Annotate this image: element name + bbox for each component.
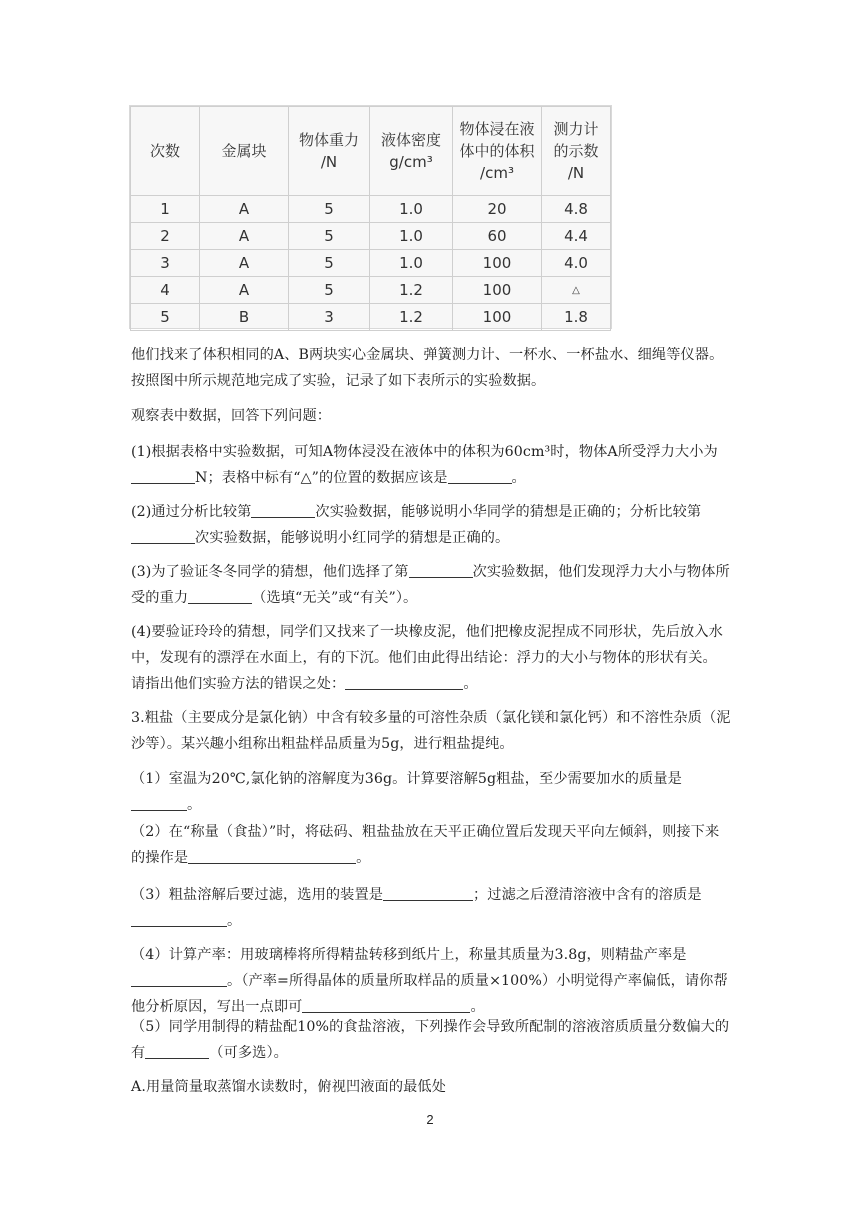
table-cell: 1.0 — [370, 196, 453, 223]
table-cell: 5 — [289, 277, 370, 304]
answer-blank[interactable] — [188, 847, 356, 864]
subquestion-5: （5）同学用制得的精盐配10%的食盐溶液，下列操作会导致所配制的溶液溶质质量分数偏大的有 （可多选）。 — [131, 1019, 730, 1061]
table-row — [131, 304, 611, 331]
table-cell: 5 — [289, 223, 370, 250]
header-cell: 物体浸在液 体中的体积 /cm³ — [453, 107, 542, 196]
table-cell: A — [200, 277, 289, 304]
table-cell: 1.0 — [370, 223, 453, 250]
header-cell: 测力计 的示数 /N — [542, 107, 611, 196]
table-row — [131, 277, 611, 304]
option-a: A.用量筒量取蒸馏水读数时，俯视凹液面的最低处 — [131, 1079, 446, 1095]
triangle-placeholder-cell: △ — [542, 277, 611, 304]
paragraph-materials: 他们找来了体积相同的A、B两块实心金属块、弹簧测力计、一杯水、一杯盐水、细绳等仪器。按照图中所示规范地完成了实验，记录了如下表所示的实验数据。 — [131, 347, 724, 389]
table-cell: 1.2 — [370, 277, 453, 304]
answer-blank[interactable] — [131, 970, 227, 987]
question-3: (3)为了验证冬冬同学的猜想，他们选择了第 次实验数据，他们发现浮力大小与物体所受的重力 （选填“无关”或“有关”）。 — [131, 559, 731, 611]
answer-blank[interactable] — [251, 501, 315, 518]
table-cell: 4.4 — [542, 223, 611, 250]
table-cell: 1 — [131, 196, 200, 223]
table-cell: A — [200, 223, 289, 250]
subquestion-4: （4）计算产率：用玻璃棒将所得精盐转移到纸片上，称量其质量为3.8g，则精盐产率是。（产率=所得晶体的质量所取样品的质量×100%）小明觉得产率偏低，请你帮他分析原因，写出一点即可 。 — [131, 947, 728, 1015]
table-cell: 5 — [289, 196, 370, 223]
answer-blank[interactable] — [131, 794, 187, 811]
table-cell: 100 — [453, 277, 542, 304]
answer-blank[interactable] — [131, 527, 195, 544]
table-cell: A — [200, 250, 289, 277]
table-cell: 5 — [131, 304, 200, 331]
table-cell: 20 — [453, 196, 542, 223]
table-row — [131, 196, 611, 223]
answer-blank[interactable] — [383, 884, 473, 901]
subquestion-1: （1）室温为20℃,氯化钠的溶解度为36g。计算要溶解5g粗盐，至少需要加水的质量是。 — [131, 771, 682, 813]
header-cell: 液体密度 g/cm³ — [370, 107, 453, 196]
answer-blank[interactable] — [131, 467, 195, 484]
table-cell: 60 — [453, 223, 542, 250]
question-4: (4)要验证玲玲的猜想，同学们又找来了一块橡皮泥，他们把橡皮泥捏成不同形状，先后放入水中，发现有的漂浮在水面上，有的下沉。他们由此得出结论：浮力的大小与物体的形状有关。请指出他们实验方法的错误之处： 。 — [131, 624, 723, 692]
header-cell: 物体重力 /N — [289, 107, 370, 196]
table-header-row — [131, 107, 611, 196]
table-cell: 4 — [131, 277, 200, 304]
table-cell: 3 — [131, 250, 200, 277]
table-cell: A — [200, 196, 289, 223]
table-cell: 100 — [453, 304, 542, 331]
table-cell: 1.2 — [370, 304, 453, 331]
question-1: (1)根据表格中实验数据，可知A物体浸没在液体中的体积为60cm³时，物体A所受浮力大小为N；表格中标有“△”的位置的数据应该是 。 — [131, 444, 718, 486]
header-cell: 金属块 — [200, 107, 289, 196]
table-cell: 3 — [289, 304, 370, 331]
subquestion-2: （2）在“称量（食盐）”时，将砝码、粗盐盐放在天平正确位置后发现天平向左倾斜，则接下来的操作是 。 — [131, 824, 720, 866]
table-cell: 4.8 — [542, 196, 611, 223]
paragraph-instruction: 观察表中数据，回答下列问题： — [131, 408, 332, 424]
answer-blank[interactable] — [448, 467, 512, 484]
data-table-image — [129, 105, 612, 329]
data-table — [130, 106, 611, 331]
answer-blank[interactable] — [188, 587, 252, 604]
table-cell: 5 — [289, 250, 370, 277]
header-cell: 次数 — [131, 107, 200, 196]
question-2: (2)通过分析比较第 次实验数据，能够说明小华同学的猜想是正确的；分析比较第次实验数据，能够说明小红同学的猜想是正确的。 — [131, 499, 731, 551]
problem-3-intro: 3.粗盐（主要成分是氯化钠）中含有较多量的可溶性杂质（氯化镁和氯化钙）和不溶性杂质（泥沙等）。某兴趣小组称出粗盐样品质量为5g，进行粗盐提纯。 — [131, 710, 731, 752]
table-row — [131, 223, 611, 250]
table-cell: 2 — [131, 223, 200, 250]
answer-blank[interactable] — [302, 996, 470, 1013]
table-row — [131, 250, 611, 277]
table-cell: B — [200, 304, 289, 331]
table-cell: 4.0 — [542, 250, 611, 277]
table-cell: 100 — [453, 250, 542, 277]
table-cell: 1.0 — [370, 250, 453, 277]
subquestion-3: （3）粗盐溶解后要过滤，选用的装置是 ；过滤之后澄清溶液中含有的溶质是。 — [131, 882, 731, 934]
answer-blank[interactable] — [145, 1042, 209, 1059]
answer-blank[interactable] — [409, 561, 473, 578]
answer-blank[interactable] — [345, 673, 463, 690]
page-number: 2 — [426, 1112, 434, 1127]
answer-blank[interactable] — [131, 910, 227, 927]
table-cell: 1.8 — [542, 304, 611, 331]
